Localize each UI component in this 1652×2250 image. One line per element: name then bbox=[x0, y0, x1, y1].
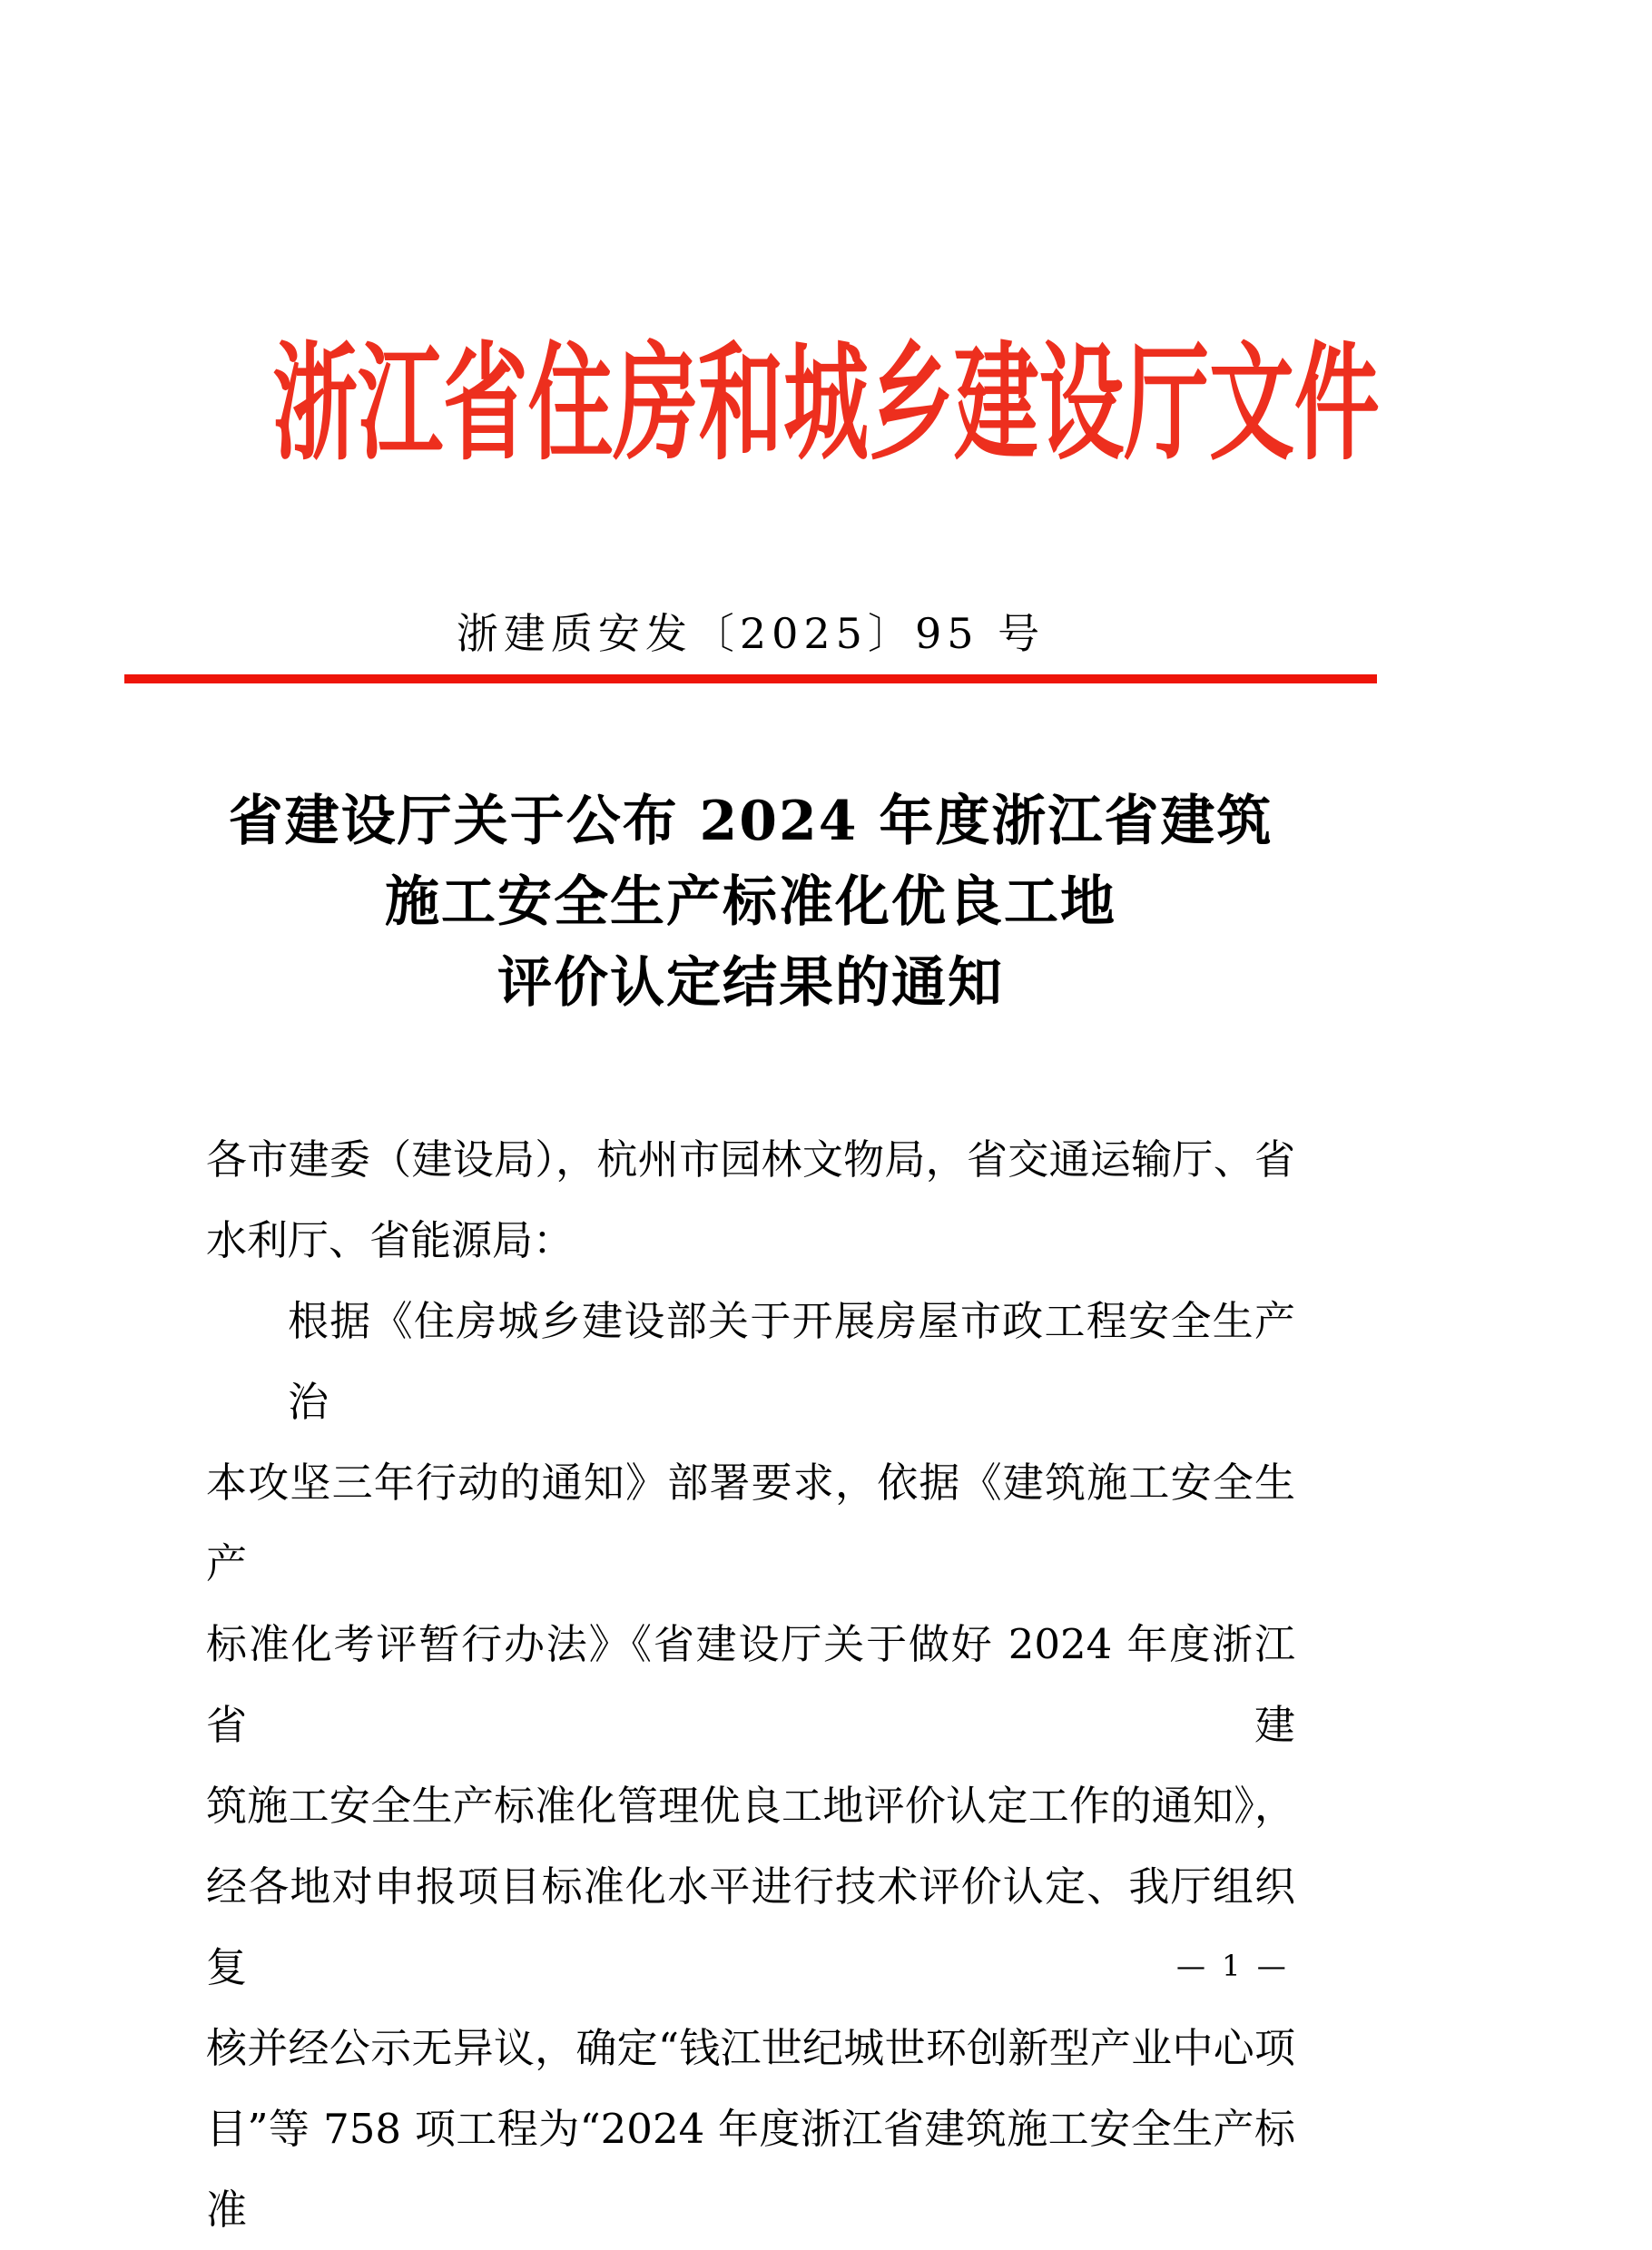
body-line: 目”等 758 项工程为“2024 年度浙江省建筑施工安全生产标准 bbox=[206, 2105, 1295, 2234]
document-number: 浙建质安发〔2025〕95 号 bbox=[456, 609, 1046, 658]
document-body bbox=[206, 1119, 1295, 2250]
title-line-3: 评价认定结果的通知 bbox=[497, 951, 1004, 1015]
body-line: 本攻坚三年行动的通知》部署要求，依据《建筑施工安全生产 bbox=[206, 1459, 1295, 1587]
body-line: 水利厅、省能源局： bbox=[206, 1216, 575, 1264]
document-title bbox=[0, 781, 1501, 1024]
title-line-2: 施工安全生产标准化优良工地 bbox=[385, 870, 1116, 934]
title-line-1: 省建设厅关于公布 2024 年度浙江省建筑 bbox=[228, 790, 1273, 853]
body-line: 核并经公示无异议，确定“钱江世纪城世环创新型产业中心项 bbox=[206, 2024, 1295, 2072]
body-line: 筑施工安全生产标准化管理优良工地评价认定工作的通知》， bbox=[206, 1782, 1295, 1830]
agency-masthead-text: 浙江省住房和城乡建设厅文件 bbox=[272, 329, 1380, 478]
red-divider-rule bbox=[124, 674, 1377, 683]
page-number: — 1 — bbox=[1176, 1949, 1290, 1983]
body-line: 经各地对申报项目标准化水平进行技术评价认定、我厅组织复 bbox=[206, 1862, 1295, 1991]
body-line: 根据《住房城乡建设部关于开展房屋市政工程安全生产治 bbox=[288, 1297, 1295, 1426]
body-line: 标准化考评暂行办法》《省建设厅关于做好 2024 年度浙江省建 bbox=[206, 1620, 1295, 1749]
body-line: 各市建委（建设局），杭州市园林文物局，省交通运输厅、省 bbox=[206, 1135, 1295, 1184]
agency-masthead bbox=[0, 331, 1501, 477]
